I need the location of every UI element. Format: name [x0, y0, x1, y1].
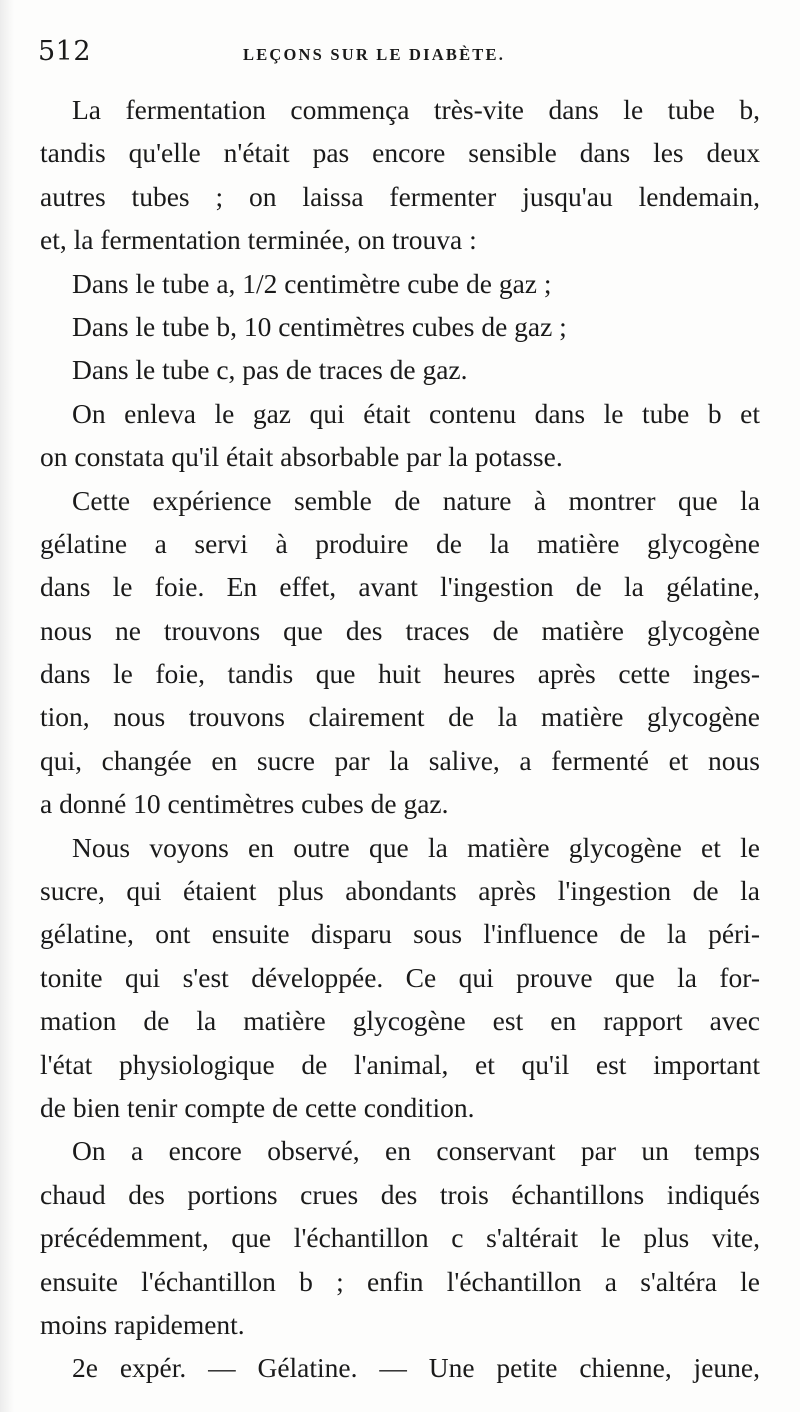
text-line: ensuite l'échantillon b ; enfin l'échantillon a s'altéra le [40, 1265, 760, 1297]
text-line: tion, nous trouvons clairement de la matière glycogène [40, 701, 760, 733]
page-number: 512 [38, 36, 92, 67]
page-gutter-shadow [0, 0, 14, 1412]
text-line: nous ne trouvons que des traces de matière glycogène [40, 614, 760, 646]
text-line: dans le foie, tandis que huit heures après cette inges- [40, 658, 760, 690]
text-line: gélatine a servi à produire de la matière glycogène [40, 527, 760, 559]
text-line: dans le foie. En effet, avant l'ingestion de la gélatine, [40, 571, 760, 603]
text-line: mation de la matière glycogène est en rapport avec [40, 1005, 760, 1037]
text-line: tonite qui s'est développée. Ce qui prouve que la for- [40, 961, 760, 993]
text-line: Dans le tube b, 10 centimètres cubes de gaz ; [72, 310, 567, 342]
running-head: LEÇONS SUR LE DIABÈTE. [243, 45, 506, 64]
text-line: Dans le tube a, 1/2 centimètre cube de gaz ; [72, 267, 552, 299]
text-line: Nous voyons en outre que la matière glycogène et le [72, 831, 760, 863]
text-line: de bien tenir compte de cette condition. [40, 1091, 475, 1123]
text-line: et, la fermentation terminée, on trouva : [40, 224, 477, 256]
text-line: chaud des portions crues des trois échantillons indiqués [40, 1178, 760, 1210]
text-line: on constata qu'il était absorbable par la potasse. [40, 441, 563, 473]
text-line: Cette expérience semble de nature à montrer que la [72, 484, 760, 516]
text-line: Dans le tube c, pas de traces de gaz. [72, 354, 468, 386]
text-line: sucre, qui étaient plus abondants après l'ingestion de la [40, 875, 760, 907]
text-line: l'état physiologique de l'animal, et qu'il est important [40, 1048, 760, 1080]
text-line: tandis qu'elle n'était pas encore sensible dans les deux [40, 137, 760, 169]
body-text [40, 88, 760, 1390]
page-header [38, 36, 758, 70]
text-line: On a encore observé, en conservant par un temps [72, 1135, 760, 1167]
text-line: précédemment, que l'échantillon c s'altérait le plus vite, [40, 1222, 760, 1254]
text-line: On enleva le gaz qui était contenu dans le tube b et [72, 397, 760, 429]
text-line: 2e expér. — Gélatine. — Une petite chienne, jeune, [72, 1352, 760, 1384]
text-line: gélatine, ont ensuite disparu sous l'influence de la péri- [40, 918, 760, 950]
text-line: qui, changée en sucre par la salive, a fermenté et nous [40, 744, 760, 776]
text-line: a donné 10 centimètres cubes de gaz. [40, 788, 449, 820]
text-line: La fermentation commença très-vite dans le tube b, [72, 94, 760, 125]
text-line: moins rapidement. [40, 1308, 245, 1340]
text-line: autres tubes ; on laissa fermenter jusqu'au lendemain, [40, 180, 760, 212]
